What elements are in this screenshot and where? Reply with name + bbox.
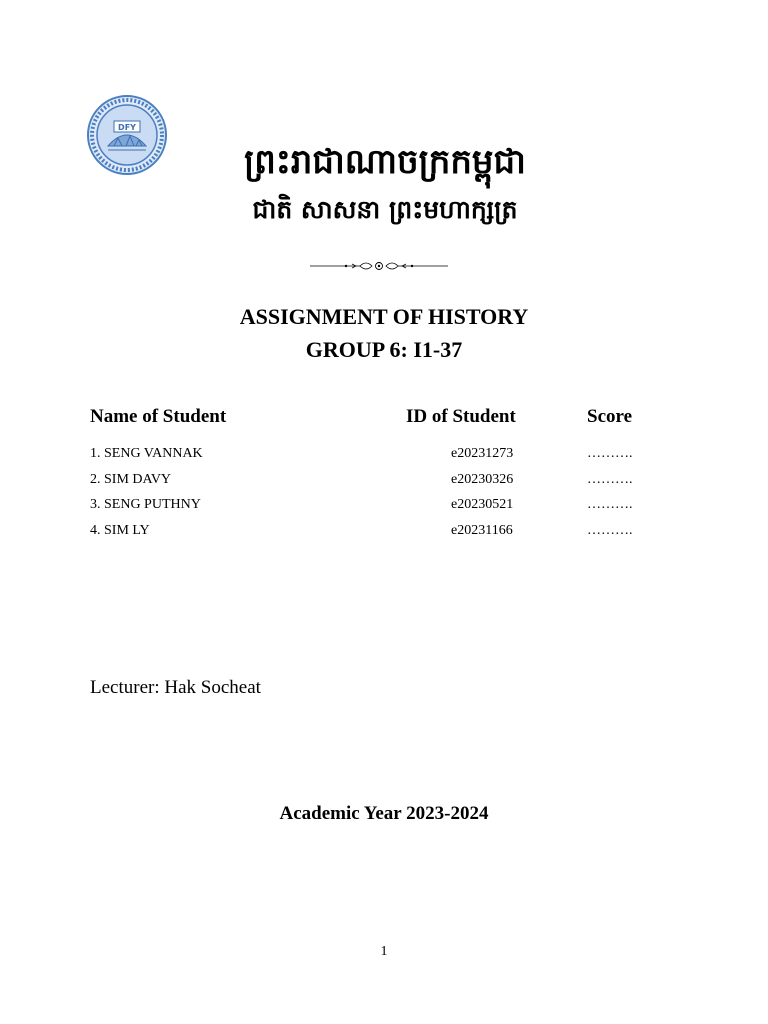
table-row bbox=[0, 523, 768, 545]
group-title: GROUP 6: I1-37 bbox=[305, 337, 463, 362]
student-score: ………. bbox=[587, 523, 633, 538]
khmer-motto: ជាតិ សាសនា ព្រះមហាក្សត្រ bbox=[252, 195, 518, 224]
table-row bbox=[0, 446, 768, 468]
page-number: 1 bbox=[380, 944, 388, 959]
student-score: ………. bbox=[587, 472, 633, 487]
ornament-divider-icon bbox=[308, 258, 450, 274]
header-id-of-student: ID of Student bbox=[406, 406, 516, 427]
lecturer-name: Lecturer: Hak Socheat bbox=[90, 677, 261, 698]
assignment-title: ASSIGNMENT OF HISTORY bbox=[239, 304, 529, 329]
logo-text: DFY bbox=[118, 123, 136, 132]
student-name: 4. SIM LY bbox=[90, 523, 150, 538]
student-name: 1. SENG VANNAK bbox=[90, 446, 203, 461]
header-score: Score bbox=[587, 406, 633, 427]
student-id: e20230521 bbox=[451, 497, 514, 512]
table-row bbox=[0, 472, 768, 494]
student-name: 2. SIM DAVY bbox=[90, 472, 172, 487]
student-id: e20231273 bbox=[451, 446, 514, 461]
student-id: e20230326 bbox=[451, 472, 514, 487]
khmer-kingdom-title: ព្រះរាជាណាចក្រកម្ពុជា bbox=[244, 142, 526, 182]
table-row bbox=[0, 497, 768, 519]
student-id: e20231166 bbox=[451, 523, 513, 538]
header-name-of-student: Name of Student bbox=[90, 406, 227, 427]
student-name: 3. SENG PUTHNY bbox=[90, 497, 201, 512]
student-score: ………. bbox=[587, 446, 633, 461]
student-score: ………. bbox=[587, 497, 633, 512]
institute-logo bbox=[86, 94, 168, 176]
academic-year: Academic Year 2023-2024 bbox=[279, 803, 489, 824]
